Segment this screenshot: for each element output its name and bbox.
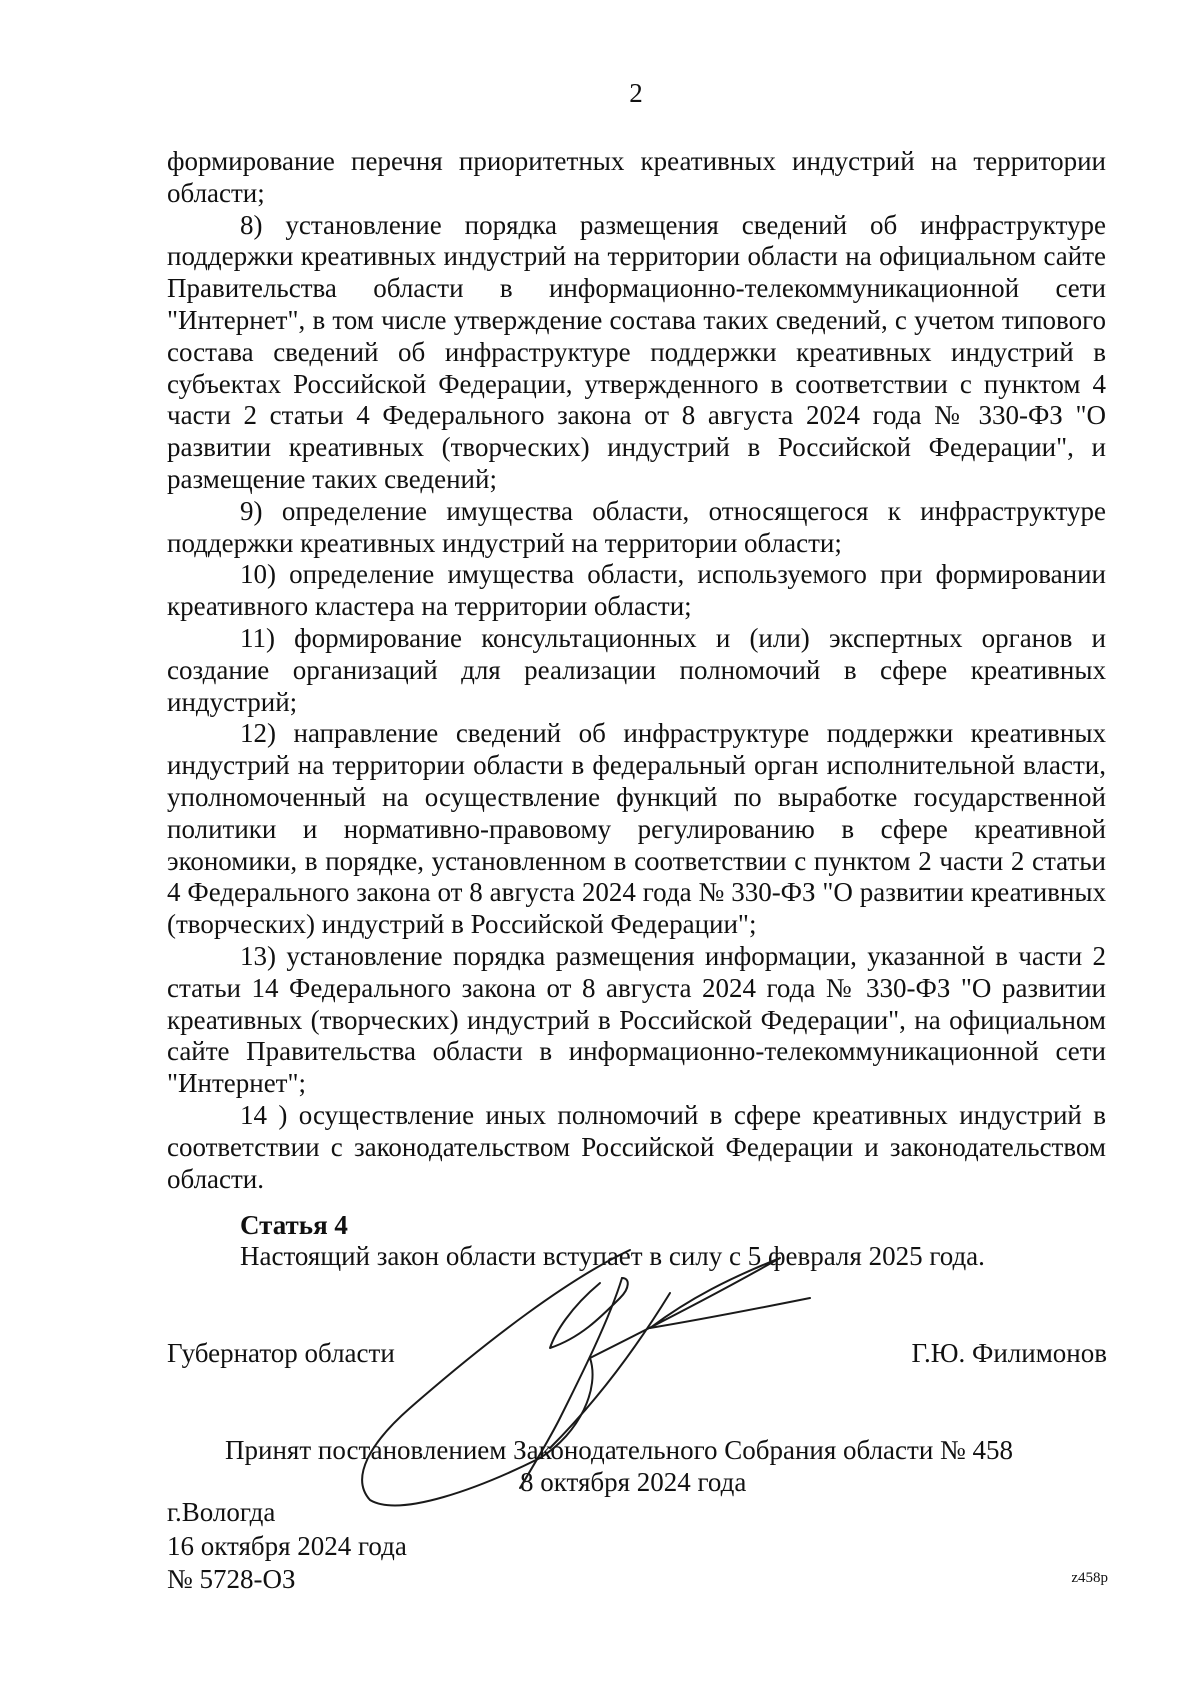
body-paragraph: 8) установление порядка размещения сведений об инфраструктуре поддержки креативных индустрий на территории области на официальном сайте Правительства области в информационно-телекоммуникационной сети "Интернет", в том числе утверждение состава таких сведений, с учетом типового состава сведений об инфраструктуре поддержки креативных индустрий в субъектах Российской Федерации, утвержденного в соответствии с пунктом 4 части 2 статьи 4 Федерального закона от 8 августа 2024 года № 330-ФЗ "О развитии креативных (творческих) индустрий в Российской Федерации", и размещение таких сведений;: [167, 209, 1106, 494]
article-heading: Статья 4: [240, 1210, 348, 1240]
body-paragraph: 13) установление порядка размещения информации, указанной в части 2 статьи 14 Федерального закона от 8 августа 2024 года № 330-ФЗ "О развитии креативных (творческих) индустрий в Российской Федерации", на официальном сайте Правительства области в информационно-телекоммуникационной сети "Интернет";: [167, 940, 1106, 1099]
governor-name: Г.Ю. Филимонов: [911, 1338, 1107, 1368]
signing-date: 16 октября 2024 года: [167, 1531, 407, 1561]
body-paragraph: формирование перечня приоритетных креативных индустрий на территории области;: [167, 146, 1106, 208]
signing-place: г.Вологда: [167, 1497, 276, 1527]
adoption-line: Принят постановлением Законодательного Собрания области № 458: [225, 1435, 1014, 1465]
law-body-text: [167, 146, 1106, 1195]
body-paragraph: 12) направление сведений об инфраструктуре поддержки креативных индустрий на территории области в федеральный орган исполнительной власти, уполномоченный на осуществление функций по выработке государственной политики и нормативно-правовому регулированию в сфере креативной экономики, в порядке, установленном в соответствии с пунктом 2 части 2 статьи 4 Федерального закона от 8 августа 2024 года № 330-ФЗ "О развитии креативных (творческих) индустрий в Российской Федерации";: [167, 718, 1106, 940]
body-paragraph: 9) определение имущества области, относящегося к инфраструктуре поддержки креативных индустрий на территории области;: [167, 495, 1106, 558]
law-number: № 5728-ОЗ: [167, 1564, 296, 1594]
body-paragraph: 10) определение имущества области, используемого при формировании креативного кластера на территории области;: [167, 559, 1106, 622]
body-paragraph: 11) формирование консультационных и (или) экспертных органов и создание организаций для реализации полномочий в сфере креативных индустрий;: [167, 622, 1106, 717]
adoption-date: 8 октября 2024 года: [520, 1467, 747, 1497]
page-number: 2: [629, 78, 643, 108]
document-code: z458р: [1071, 1570, 1108, 1586]
body-paragraph: 14 ) осуществление иных полномочий в сфере креативных индустрий в соответствии с законодательством Российской Федерации и законодательством области.: [167, 1099, 1106, 1194]
article-text: Настоящий закон области вступает в силу с 5 февраля 2025 года.: [240, 1241, 985, 1271]
handwritten-signature: [330, 1238, 870, 1508]
governor-title: Губернатор области: [167, 1338, 395, 1368]
